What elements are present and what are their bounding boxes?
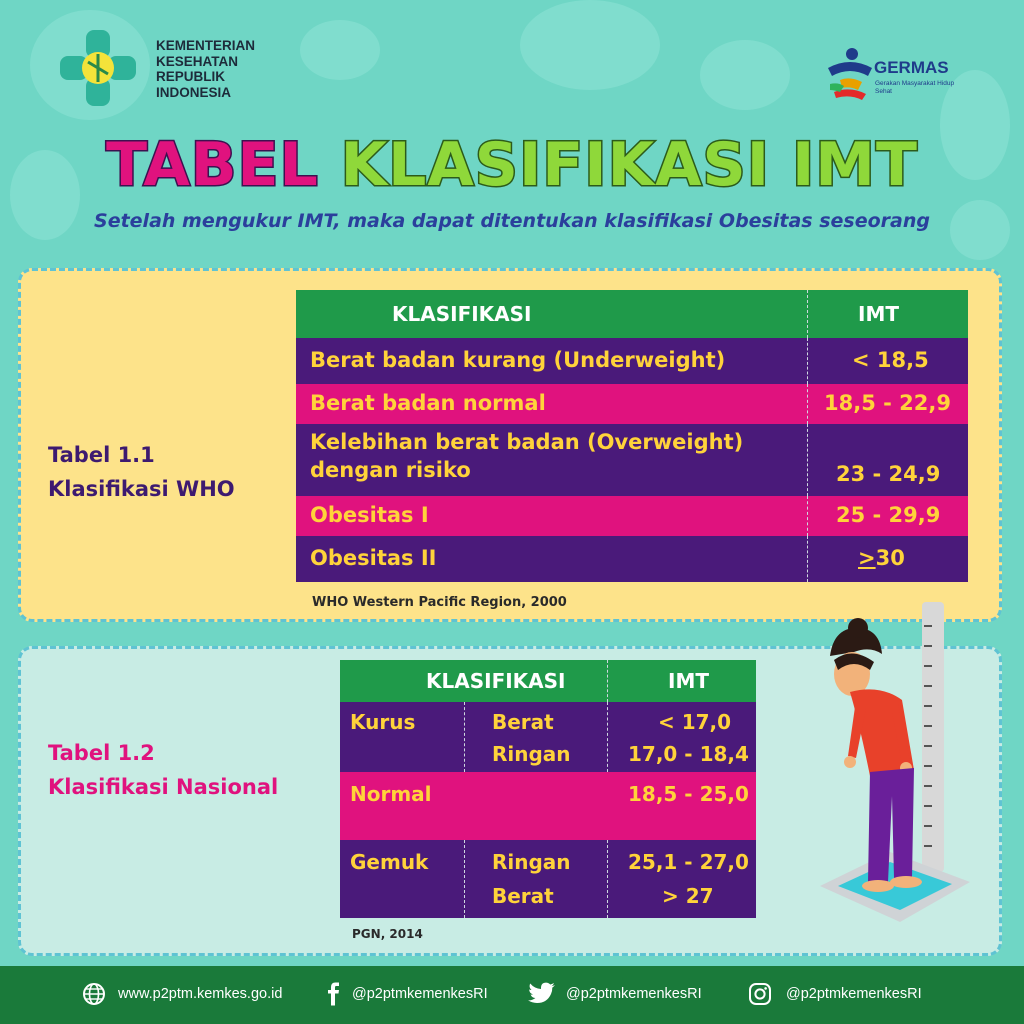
klasifikasi-cell: Berat badan normal <box>310 391 546 415</box>
klasifikasi-cell: Obesitas II <box>310 546 437 570</box>
klasifikasi-cell-line2: dengan risiko <box>310 458 471 482</box>
table-header-row <box>296 290 968 338</box>
header-imt: IMT <box>668 669 709 693</box>
ministry-line: REPUBLIK <box>156 69 226 84</box>
table2-source: PGN, 2014 <box>352 927 423 941</box>
table-row <box>296 384 968 424</box>
imt-cell: 25 - 29,9 <box>836 503 941 527</box>
germas-title: GERMAS <box>874 58 949 77</box>
table2-label-line1: Tabel 1.2 <box>48 741 155 765</box>
gte-symbol: > <box>858 546 876 570</box>
table1-label <box>48 438 235 506</box>
background-bubble <box>300 20 380 80</box>
header-imt: IMT <box>858 302 899 326</box>
table-row <box>340 840 756 918</box>
globe-icon <box>82 982 106 1006</box>
imt-cell: 25,1 - 27,0 <box>628 850 749 874</box>
kategori-cell: Kurus <box>350 710 416 734</box>
table1-label-line1: Tabel 1.1 <box>48 443 155 467</box>
ministry-line: KESEHATAN <box>156 53 239 69</box>
ministry-name <box>156 38 255 100</box>
instagram-handle[interactable]: @p2ptmkemenkesRI <box>786 986 922 1002</box>
kemenkes-logo <box>58 28 148 108</box>
title-part-1: TABEL <box>106 130 319 200</box>
twitter-icon <box>528 982 556 1006</box>
table2-label <box>48 736 278 804</box>
table-row <box>296 536 968 582</box>
table-row <box>296 496 968 536</box>
imt-value: 30 <box>875 546 905 570</box>
imt-cell: 18,5 - 22,9 <box>824 391 951 415</box>
kategori-cell: Gemuk <box>350 850 429 874</box>
imt-cell: 23 - 24,9 <box>836 462 941 486</box>
ministry-line: INDONESIA <box>156 84 232 100</box>
header-klasifikasi: KLASIFIKASI <box>426 669 566 693</box>
table1-label-line2: Klasifikasi WHO <box>48 477 235 501</box>
imt-cell: 18,5 - 25,0 <box>628 782 749 806</box>
table-row <box>340 772 756 840</box>
table-row <box>296 338 968 384</box>
klasifikasi-cell: Obesitas I <box>310 503 429 527</box>
imt-cell: > 27 <box>662 884 714 908</box>
kategori-cell: Normal <box>350 782 432 806</box>
table-row <box>340 702 756 772</box>
sub-cell: Berat <box>492 710 554 734</box>
website-link[interactable]: www.p2ptm.kemkes.go.id <box>118 986 283 1002</box>
sub-cell: Berat <box>492 884 554 908</box>
header-klasifikasi: KLASIFIKASI <box>392 302 532 326</box>
imt-cell: < 17,0 <box>658 710 732 734</box>
germas-subtitle: Gerakan Masyarakat Hidup Sehat <box>875 80 955 95</box>
table2-label-line2: Klasifikasi Nasional <box>48 775 279 799</box>
table-row <box>296 424 968 496</box>
table1-source: WHO Western Pacific Region, 2000 <box>312 595 567 610</box>
woman-on-scale-illustration <box>810 596 990 926</box>
page-subtitle: Setelah mengukur IMT, maka dapat ditentukan klasifikasi Obesitas seseorang <box>94 210 930 232</box>
page-title <box>0 130 1024 200</box>
instagram-icon <box>748 982 772 1006</box>
germas-logo <box>822 46 878 104</box>
table-header-row <box>340 660 756 702</box>
klasifikasi-cell: Kelebihan berat badan (Overweight) <box>310 430 744 454</box>
title-part-2: KLASIFIKASI IMT <box>340 130 918 200</box>
imt-cell <box>858 546 905 570</box>
background-bubble <box>700 40 790 110</box>
background-bubble <box>520 0 660 90</box>
sub-cell: Ringan <box>492 850 571 874</box>
ministry-line: KEMENTERIAN <box>156 38 256 53</box>
sub-cell: Ringan <box>492 742 571 766</box>
facebook-handle[interactable]: @p2ptmkemenkesRI <box>352 986 488 1002</box>
klasifikasi-cell: Berat badan kurang (Underweight) <box>310 348 726 372</box>
facebook-icon <box>322 982 346 1006</box>
imt-cell: < 18,5 <box>852 348 929 372</box>
imt-cell: 17,0 - 18,4 <box>628 742 749 766</box>
twitter-handle[interactable]: @p2ptmkemenkesRI <box>566 986 702 1002</box>
